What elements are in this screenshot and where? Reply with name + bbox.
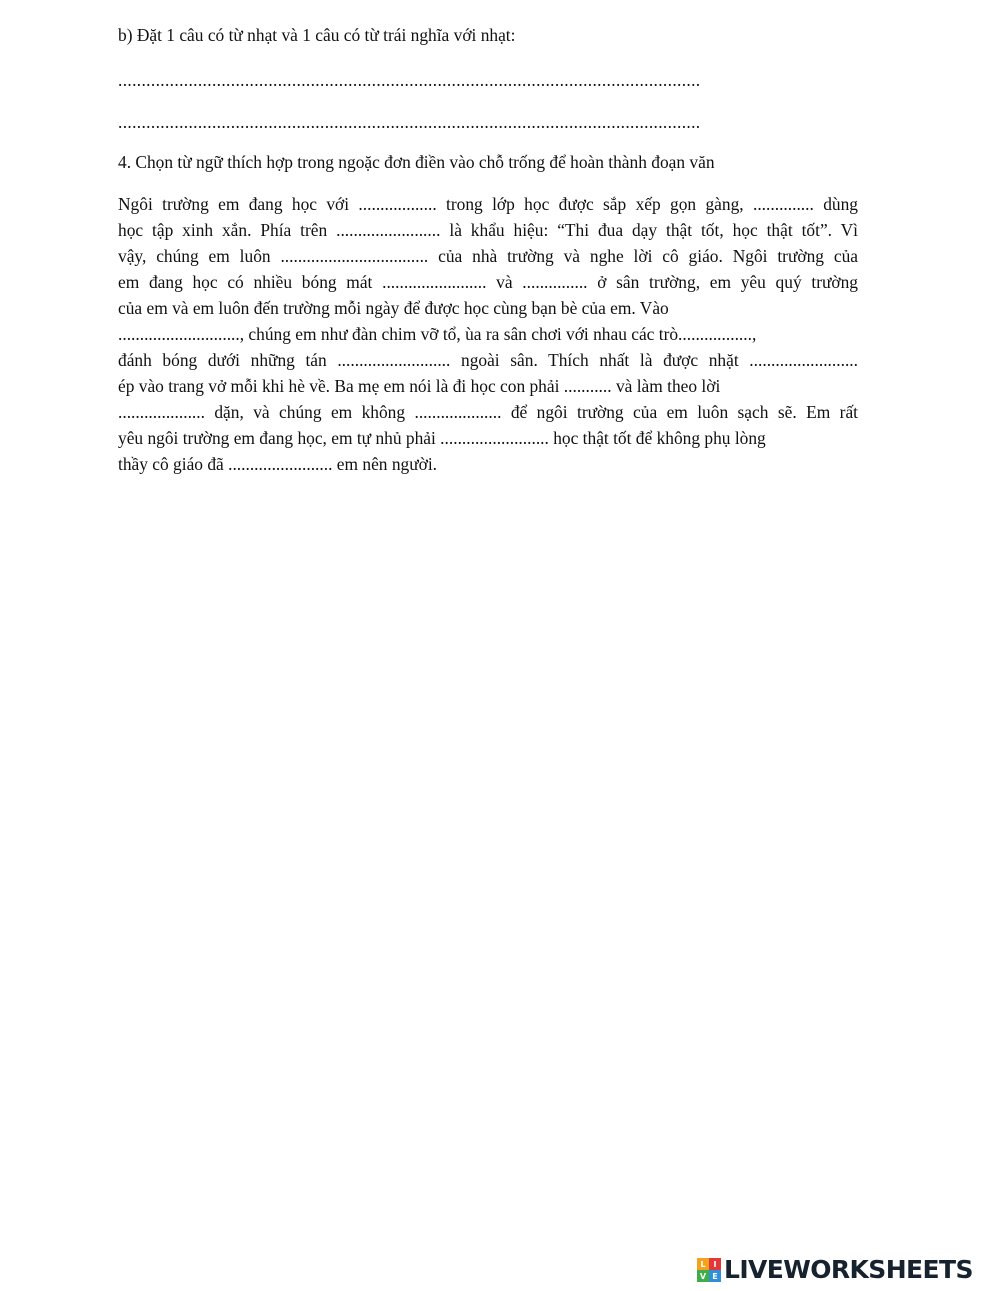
liveworksheets-logo bbox=[697, 1256, 973, 1284]
paragraph-line: đánh bóng dưới những tán .......................... ngoài sân. Thích nhất là được nhặt ......................... bbox=[118, 350, 858, 370]
question-4-prompt: 4. Chọn từ ngữ thích hợp trong ngoặc đơn điền vào chỗ trống để hoàn thành đoạn văn bbox=[118, 152, 715, 172]
logo-mark-letter: E bbox=[709, 1270, 721, 1282]
paragraph-line: thầy cô giáo đã ........................ em nên người. bbox=[118, 454, 438, 474]
question-b-prompt: b) Đặt 1 câu có từ nhạt và 1 câu có từ trái nghĩa với nhạt: bbox=[118, 25, 516, 45]
paragraph-line: ép vào trang vở mỗi khi hè về. Ba mẹ em nói là đi học con phải ........... và làm theo lời bbox=[118, 376, 721, 396]
paragraph-line: .................... dặn, và chúng em không .................... để ngôi trường của em luôn sạch sẽ. Em rất bbox=[118, 402, 858, 422]
liveworksheets-logo-icon bbox=[697, 1258, 721, 1282]
paragraph-line: của em và em luôn đến trường mỗi ngày để được học cùng bạn bè của em. Vào bbox=[118, 298, 669, 318]
paragraph-line: vậy, chúng em luôn .................................. của nhà trường và nghe lời cô giáo. Ngôi trường của bbox=[118, 246, 858, 266]
paragraph-line: học tập xinh xắn. Phía trên ........................ là khẩu hiệu: “Thi đua dạy thật tốt, học thật tốt”. Vì bbox=[118, 220, 858, 240]
paragraph-line: em đang học có nhiều bóng mát ........................ và ............... ở sân trường, em yêu quý trường bbox=[118, 272, 858, 292]
logo-mark-letter: V bbox=[697, 1270, 709, 1282]
paragraph-line: yêu ngôi trường em đang học, em tự nhủ phải ......................... học thật tốt để không phụ lòng bbox=[118, 428, 766, 448]
paragraph-line: ............................, chúng em như đàn chim vỡ tổ, ùa ra sân chơi với nhau các trò................., bbox=[118, 324, 757, 344]
logo-text: LIVEWORKSHEETS bbox=[724, 1255, 973, 1284]
logo-mark-letter: L bbox=[697, 1258, 709, 1270]
answer-line-1[interactable]: ............................................................................................................................ bbox=[118, 70, 701, 90]
answer-line-2[interactable]: ............................................................................................................................ bbox=[118, 112, 701, 132]
logo-mark-letter: I bbox=[709, 1258, 721, 1270]
paragraph-line: Ngôi trường em đang học với .................. trong lớp học được sắp xếp gọn gàng, .............. dùng bbox=[118, 194, 858, 214]
